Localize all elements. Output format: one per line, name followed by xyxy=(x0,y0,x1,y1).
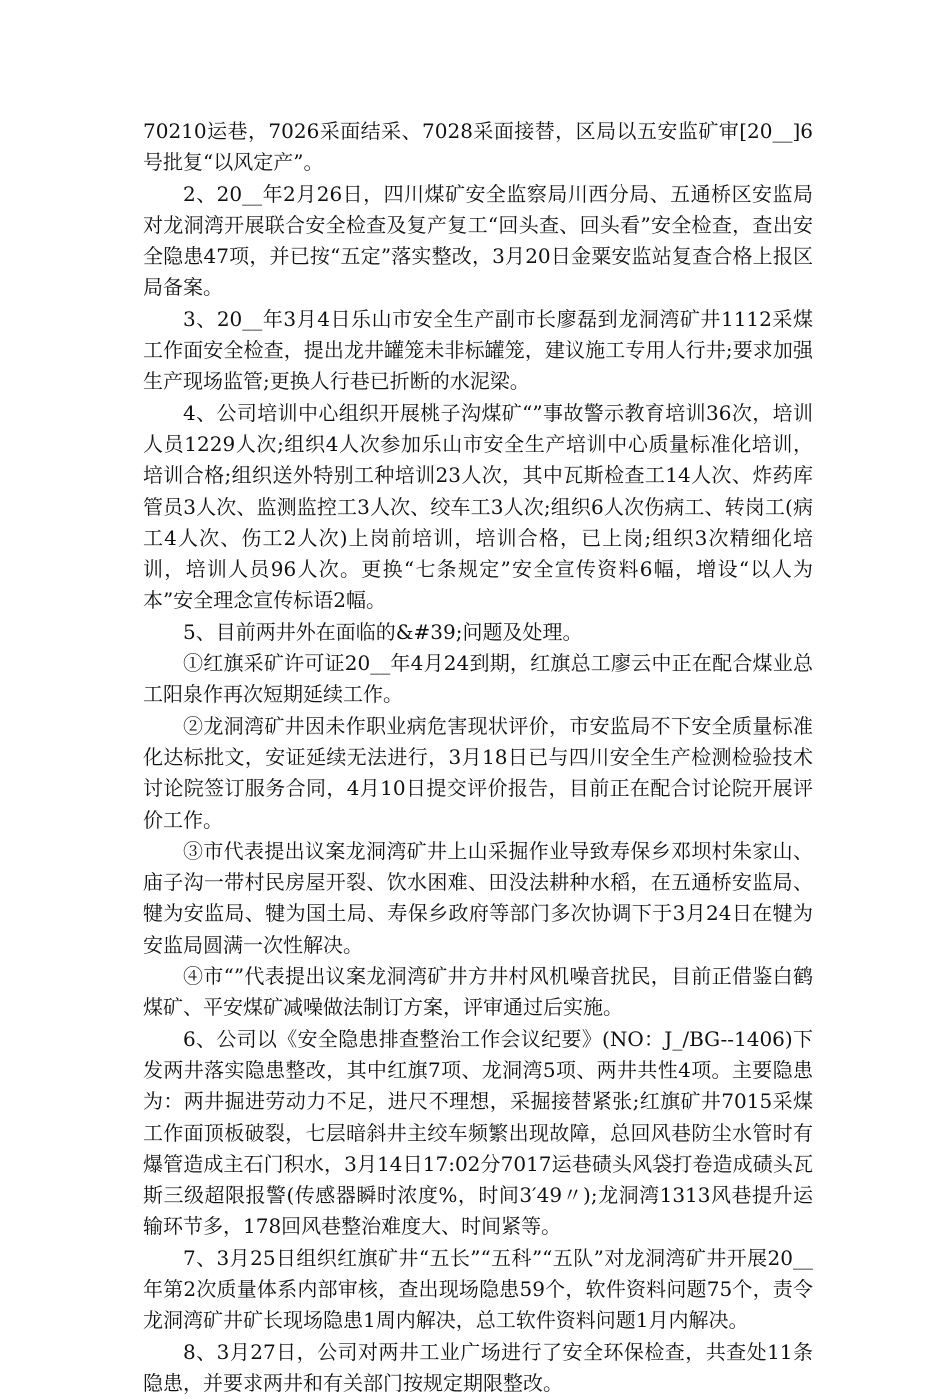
paragraph-subitem-2: ②龙洞湾矿井因未作职业病危害现状评价，市安监局不下安全质量标准化达标批文，安证延续无法进行，3月18日已与四川安全生产检测检验技术讨论院签订服务合同，4月10日提交评价报告，目前正在配合讨论院开展评价工作。 xyxy=(143,713,813,832)
paragraph-item-2: 2、20__年2月26日，四川煤矿安全监察局川西分局、五通桥区安监局对龙洞湾开展联合安全检查及复产复工“回头查、回头看”安全检查，查出安全隐患47项，并已按“五定”落实整改，3月20日金粟安监站复查合格上报区局备案。 xyxy=(143,181,813,300)
paragraph-subitem-3: ③市代表提出议案龙洞湾矿井上山采掘作业导致寿保乡邓坝村朱家山、庙子沟一带村民房屋开裂、饮水困难、田没法耕种水稻，在五通桥安监局、犍为安监局、犍为国土局、寿保乡政府等部门多次协调下于3月24日在犍为安监局圆满一次性解决。 xyxy=(143,838,813,957)
paragraph-item-7: 7、3月25日组织红旗矿井“五长”“五科”“五队”对龙洞湾矿井开展20__年第2次质量体系内部审核，查出现场隐患59个，软件资料问题75个，责令龙洞湾矿井矿长现场隐患1周内解决，总工软件资料问题1月内解决。 xyxy=(143,1245,813,1333)
paragraph-subitem-1: ①红旗采矿许可证20__年4月24到期，红旗总工廖云中正在配合煤业总工阳泉作再次短期延续工作。 xyxy=(143,651,813,707)
document-page xyxy=(143,116,813,1399)
paragraph-item-6: 6、公司以《安全隐患排查整治工作会议纪要》(NO：J_/BG--1406)下发两井落实隐患整改，其中红旗7项、龙洞湾5项、两井共性4项。主要隐患为：两井掘进劳动力不足，进尺不理想，采掘接替紧张;红旗矿井7015采煤工作面顶板破裂，七层暗斜井主绞车频繁出现故障，总回风巷防尘水管时有爆管造成主石门积水，3月14日17:02分7017运巷碛头风袋打卷造成碛头瓦斯三级超限报警(传感器瞬时浓度%，时间3′49〃);龙洞湾1313风巷提升运输环节多，178回风巷整治难度大、时间紧等。 xyxy=(143,1026,813,1239)
paragraph-continuation: 70210运巷，7026采面结采、7028采面接替，区局以五安监矿审[20__]6号批复“以风定产”。 xyxy=(143,119,813,175)
paragraph-item-4: 4、公司培训中心组织开展桃子沟煤矿“”事故警示教育培训36次，培训人员1229人次;组织4人次参加乐山市安全生产培训中心质量标准化培训，培训合格;组织送外特别工种培训23人次，其中瓦斯检查工14人次、炸药库管员3人次、监测监控工3人次、绞车工3人次;组织6人次伤病工、转岗工(病工4人次、伤工2人次)上岗前培训，培训合格，已上岗;组织3次精细化培训，培训人员96人次。更换“七条规定”安全宣传资料6幅，增设“以人为本”安全理念宣传标语2幅。 xyxy=(143,400,813,613)
paragraph-item-3: 3、20__年3月4日乐山市安全生产副市长廖磊到龙洞湾矿井1112采煤工作面安全检查，提出龙井罐笼未非标罐笼，建议施工专用人行井;要求加强生产现场监管;更换人行巷已折断的水泥梁。 xyxy=(143,306,813,394)
paragraph-item-5: 5、目前两井外在面临的&#39;问题及处理。 xyxy=(183,619,583,644)
paragraph-subitem-4: ④市“”代表提出议案龙洞湾矿井方井村风机噪音扰民，目前正借鉴白鹤煤矿、平安煤矿减噪做法制订方案，评审通过后实施。 xyxy=(143,964,813,1020)
paragraph-item-8: 8、3月27日，公司对两井工业广场进行了安全环保检查，共查处11条隐患，并要求两井和有关部门按规定期限整改。 xyxy=(143,1339,813,1395)
